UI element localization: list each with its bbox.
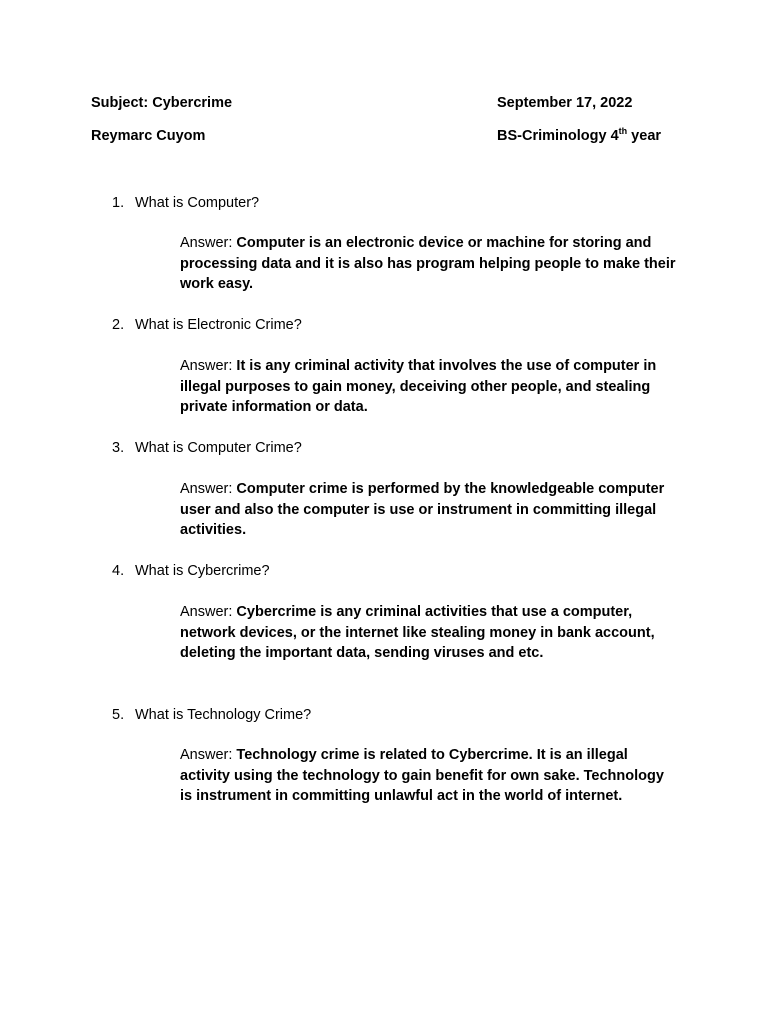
answer-1 (180, 233, 680, 295)
answer-text: Computer is an electronic device or machine for storing and processing data and it is also has program helping people to make their work easy. (180, 235, 676, 293)
answer-label: Answer: (180, 358, 237, 374)
question-1 (112, 194, 259, 212)
answer-2 (180, 356, 680, 418)
question-number: 4. (112, 563, 125, 579)
answer-label: Answer: (180, 747, 237, 763)
subject-line: Subject: Cybercrime (91, 95, 233, 111)
answer-label: Answer: (180, 481, 237, 497)
date-line: September 17, 2022 (497, 95, 633, 111)
course-prefix: BS-Criminology 4 (497, 128, 619, 144)
course-year (497, 127, 661, 145)
answer-label: Answer: (180, 604, 237, 620)
question-number: 2. (112, 317, 125, 333)
answer-text: It is any criminal activity that involves the use of computer in illegal purposes to gain money, deceiving other people, and stealing private information or data. (180, 358, 657, 416)
answer-text: Cybercrime is any criminal activities that use a computer, network devices, or the internet like stealing money in bank account, deleting the important data, sending viruses and etc. (180, 604, 655, 662)
question-number: 5. (112, 707, 125, 723)
answer-label: Answer: (180, 235, 237, 251)
question-5 (112, 706, 311, 724)
answer-5 (180, 745, 680, 807)
answer-text: Technology crime is related to Cybercrime. It is an illegal activity using the technology to gain benefit for own sake. Technology is instrument in committing unlawful act in the world of internet. (180, 747, 664, 805)
answer-4 (180, 602, 680, 664)
question-4 (112, 562, 270, 580)
question-number: 3. (112, 440, 125, 456)
question-3 (112, 439, 302, 457)
question-text: What is Electronic Crime? (135, 317, 302, 333)
question-text: What is Computer Crime? (135, 440, 302, 456)
question-text: What is Technology Crime? (135, 707, 312, 723)
answer-3 (180, 479, 680, 541)
question-2 (112, 316, 302, 334)
question-text: What is Cybercrime? (135, 563, 270, 579)
course-suffix: year (627, 128, 662, 144)
question-number: 1. (112, 195, 125, 211)
student-name: Reymarc Cuyom (91, 128, 206, 144)
course-superscript: th (618, 126, 628, 136)
answer-text: Computer crime is performed by the knowledgeable computer user and also the computer is use or instrument in committing illegal activities. (180, 481, 665, 539)
question-text: What is Computer? (135, 195, 260, 211)
